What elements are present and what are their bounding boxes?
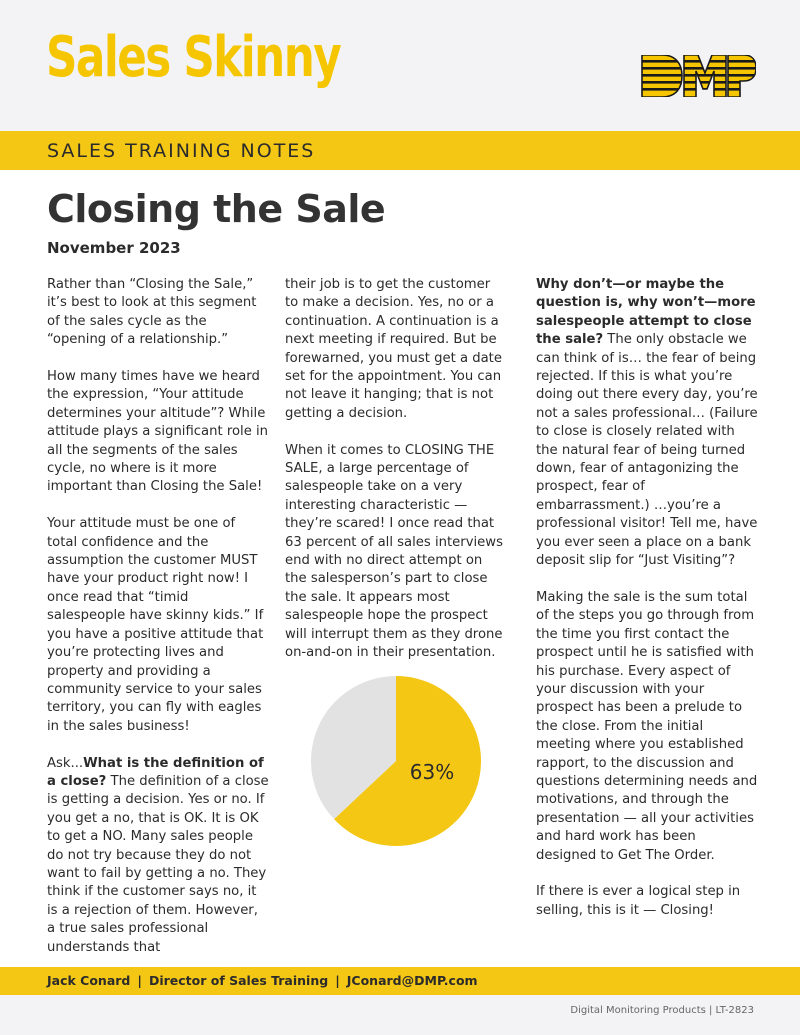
paragraph-body: The definition of a close is getting a decision. Yes or no. If you get a no, that is OK. It is OK to get a NO. Many sales people do not try because they do not want to fail by getting a no. They think if the customer says no, it is a rejection of them. However, a true sales professional understands that bbox=[47, 773, 269, 955]
author-line bbox=[47, 973, 478, 988]
paragraph: Making the sale is the sum total of the steps you go through from the time you first contact the prospect until he is satisfied with his purchase. Every aspect of your discussion with your prospect has been a prelude to the close. From the initial meeting where you established rapport, to the discussion and questions determining needs and motivations, and through the presentation — all your activities and hard work has been designed to Get The Order. bbox=[536, 589, 758, 863]
paragraph: If there is ever a logical step in selling, this is it — Closing! bbox=[536, 884, 741, 918]
pie-data-label: 63% bbox=[409, 760, 455, 784]
author-name: Jack Conard bbox=[47, 973, 131, 988]
article-title: Closing the Sale bbox=[47, 187, 386, 231]
paragraph-body: The only obstacle we can think of is… the fear of being rejected. If this is what you’re doing out there every day, you’re not a sales professional… (Failure to close is closely related with the natural fear of being turned down, fear of antagonizing the prospect, fear of embarrassment.) …you’re a professional visitor! Tell me, have you ever seen a place on a bank deposit slip for “Just Visiting”? bbox=[536, 332, 758, 569]
paragraph: Your attitude must be one of total confidence and the assumption the customer MUST have your product right now! I once read that “timid salespeople have skinny kids.” If you have a positive attitude that you’re protecting lives and property and providing a community service to your sales territory, you can fly with eagles in the sales business! bbox=[47, 516, 264, 734]
paragraph bbox=[536, 276, 758, 571]
section-label: SALES TRAINING NOTES bbox=[47, 140, 316, 162]
separator: | bbox=[137, 973, 142, 988]
paragraph-lead: Ask... bbox=[47, 755, 84, 771]
column-1 bbox=[47, 276, 269, 975]
author-email[interactable]: JConard@DMP.com bbox=[346, 973, 478, 988]
dmp-logo-icon bbox=[638, 55, 756, 97]
paragraph: When it comes to CLOSING THE SALE, a large percentage of salespeople take on a very interesting characteristic — they’re scared! I once read that 63 percent of all sales interviews end with no direct attempt on the salesperson’s part to close the sale. It appears most salespeople hope the prospect will interrupt them as they drone on-and-on in their presentation. bbox=[285, 442, 503, 661]
paragraph: Rather than “Closing the Sale,” it’s best to look at this segment of the sales cycle as the “opening of a relationship.” bbox=[47, 277, 257, 348]
paragraph: How many times have we heard the expression, “Your attitude determines your altitude”? While attitude plays a significant role in all the segments of the sales cycle, no where is it more important than Closing the Sale! bbox=[47, 369, 269, 495]
column-3 bbox=[536, 276, 758, 939]
paragraph-question: Why don’t—or maybe the question is, why won’t—more salespeople attempt to close the sale? bbox=[536, 277, 756, 348]
company-line: Digital Monitoring Products | LT-2823 bbox=[570, 1005, 754, 1016]
article-date: November 2023 bbox=[47, 239, 181, 257]
column-2 bbox=[285, 276, 507, 681]
paragraph bbox=[47, 755, 269, 957]
author-role: Director of Sales Training bbox=[148, 973, 329, 988]
paragraph-question: What is the definition of a close? bbox=[47, 755, 264, 789]
paragraph: their job is to get the customer to make a decision. Yes, no or a continuation. A continuation is a next meeting if required. But be forewarned, you must get a date set for the appointment. You can not leave it hanging; that is not getting a decision. bbox=[285, 277, 502, 421]
separator: | bbox=[335, 973, 340, 988]
pie-chart bbox=[310, 675, 482, 847]
brand-title: Sales Skinny bbox=[46, 25, 341, 90]
